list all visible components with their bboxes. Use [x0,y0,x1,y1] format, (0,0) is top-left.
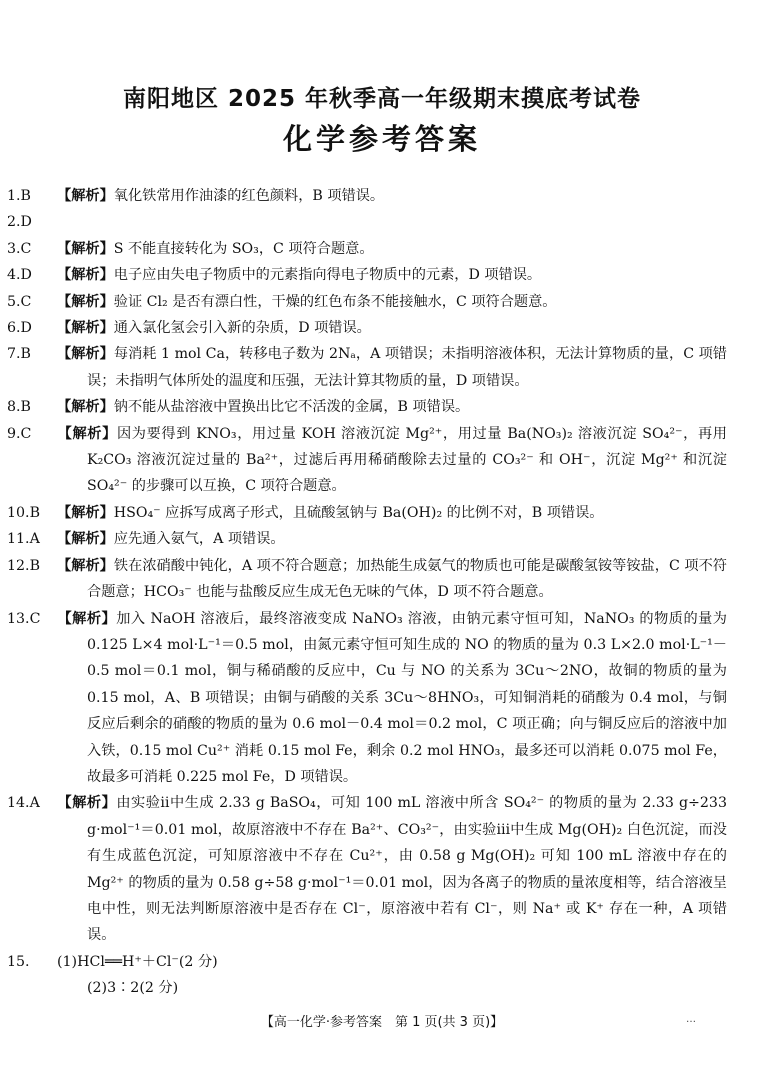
answer-text: 因为要得到 KNO₃，用过量 KOH 溶液沉淀 Mg²⁺，用过量 Ba(NO₃)₂ 溶液沉淀 SO₄²⁻，再用 K₂CO₃ 溶液沉淀过量的 Ba²⁺，过滤后再用稀硝酸除去过量的 CO₃²⁻ 和 OH⁻，沉淀 Mg²⁺ 和沉淀 SO₄²⁻ 的步骤可以互换，C 项符合题意。 [87,425,727,495]
answer-text: 加入 NaOH 溶液后，最终溶液变成 NaNO₃ 溶液，由钠元素守恒可知，NaNO₃ 的物质的量为 0.125 L×4 mol·L⁻¹＝0.5 mol，由氮元素守恒可知生成的 NO 的物质的量为 0.3 L×2.0 mol·L⁻¹－0.5 mol＝0.1 mol，铜与稀硝酸的反应中，Cu 与 NO 的关系为 3Cu～2NO，故铜的物质的量为 0.15 mol，A、B 项错误；由铜与硝酸的关系 3Cu～8HNO₃，可知铜消耗的硝酸为 0.4 mol，与铜反应后剩余的硝酸的物质的量为 0.6 mol－0.4 mol＝0.2 mol，C 项正确；向与铜反应后的溶液中加入铁，0.15 mol Cu²⁺ 消耗 0.15 mol Fe，剩余 0.2 mol HNO₃，最多还可以消耗 0.075 mol Fe，故最多可消耗 0.225 mol Fe，D 项错误。 [87,610,727,785]
answer-item: 14.A 【解析】由实验ⅱ中生成 2.33 g BaSO₄，可知 100 mL 溶液中所含 SO₄²⁻ 的物质的量为 2.33 g÷233 g·mol⁻¹＝0.01 mol，故原溶液中不存在 Ba²⁺、CO₃²⁻，由实验ⅲ中生成 Mg(OH)₂ 白色沉淀，而没有生成蓝色沉淀，可知原溶液中不存在 Cu²⁺，由 0.58 g Mg(OH)₂ 可知 100 mL 溶液中存在的 Mg²⁺ 的物质的量为 0.58 g÷58 g·mol⁻¹＝0.01 mol，因为各离子的物质的量浓度相等，结合溶液呈电中性，则无法判断原溶液中是否存在 Cl⁻，原溶液中若有 Cl⁻，则 Na⁺ 或 K⁺ 存在一种，A 项错误。 [7,795,727,944]
analysis-tag: 【解析】 [57,504,114,521]
answer-text: 验证 Cl₂ 是否有漂白性，干燥的红色布条不能接触水，C 项符合题意。 [113,293,557,310]
answer-item: 2.D [7,214,32,231]
analysis-tag: 【解析】 [57,531,114,548]
analysis-tag: 【解析】 [57,293,114,310]
answer-item: 4.D 【解析】电子应由失电子物质中的元素指向得电子物质中的元素，D 项错误。 [7,267,542,284]
answer-item: 13.C 【解析】加入 NaOH 溶液后，最终溶液变成 NaNO₃ 溶液，由钠元素守恒可知，NaNO₃ 的物质的量为 0.125 L×4 mol·L⁻¹＝0.5 mol，由氮元素守恒可知生成的 NO 的物质的量为 0.3 L×2.0 mol·L⁻¹－0.5 mol＝0.1 mol，铜与稀硝酸的反应中，Cu 与 NO 的关系为 3Cu～2NO，故铜的物质的量为 0.15 mol，A、B 项错误；由铜与硝酸的关系 3Cu～8HNO₃，可知铜消耗的硝酸为 0.4 mol，与铜反应后剩余的硝酸的物质的量为 0.6 mol－0.4 mol＝0.2 mol，C 项正确；向与铜反应后的溶液中加入铁，0.15 mol Cu²⁺ 消耗 0.15 mol Fe，剩余 0.2 mol HNO₃，最多还可以消耗 0.075 mol Fe，故最多可消耗 0.225 mol Fe，D 项错误。 [7,610,727,785]
analysis-tag: 【解析】 [57,557,114,574]
answer-text: 铁在浓硝酸中钝化，A 项不符合题意；加热能生成氨气的物质也可能是碳酸氢铵等铵盐，C 项不符合题意；HCO₃⁻ 也能与盐酸反应生成无色无味的气体，D 项不符合题意。 [87,557,727,601]
answer-text: 由实验ⅱ中生成 2.33 g BaSO₄，可知 100 mL 溶液中所含 SO₄²⁻ 的物质的量为 2.33 g÷233 g·mol⁻¹＝0.01 mol，故原溶液中不存在 Ba²⁺、CO₃²⁻，由实验ⅲ中生成 Mg(OH)₂ 白色沉淀，而没有生成蓝色沉淀，可知原溶液中不存在 Cu²⁺，由 0.58 g Mg(OH)₂ 可知 100 mL 溶液中存在的 Mg²⁺ 的物质的量为 0.58 g÷58 g·mol⁻¹＝0.01 mol，因为各离子的物质的量浓度相等，结合溶液呈电中性，则无法判断原溶液中是否存在 Cl⁻，原溶液中若有 Cl⁻，则 Na⁺ 或 K⁺ 存在一种，A 项错误。 [87,795,727,944]
answer-text: 电子应由失电子物质中的元素指向得电子物质中的元素，D 项错误。 [113,267,542,284]
answer-text: 通入氯化氢会引入新的杂质，D 项错误。 [113,320,371,337]
page-mark: … [686,1014,696,1025]
page-title: 南阳地区 2025 年秋季高一年级期末摸底考试卷 [122,86,642,112]
answer-item: 7.B 【解析】每消耗 1 mol Ca，转移电子数为 2Nₐ，A 项错误；未指明溶液体积，无法计算物质的量，C 项错误；未指明气体所处的温度和压强，无法计算其物质的量，D 项错误。 [7,346,727,389]
answer-list [7,183,727,1002]
analysis-tag: 【解析】 [57,188,114,204]
answer-text: (1)HCl══H⁺＋Cl⁻(2 分) [57,953,218,970]
answer-text: 钠不能从盐溶液中置换出比它不活泼的金属，B 项错误。 [113,399,470,416]
answer-text: (2)3∶2(2 分) [87,980,179,997]
answer-item: 3.C 【解析】S 不能直接转化为 SO₃，C 项符合题意。 [7,240,374,257]
analysis-tag: 【解析】 [57,240,114,257]
answer-item: 5.C 【解析】验证 Cl₂ 是否有漂白性，干燥的红色布条不能接触水，C 项符合题意。 [7,293,557,310]
analysis-tag: 【解析】 [57,267,114,284]
answer-item: 11.A 【解析】应先通入氨气，A 项错误。 [7,531,285,548]
analysis-tag: 【解析】 [57,346,114,363]
analysis-tag: 【解析】 [57,610,117,627]
answer-item: 10.B 【解析】HSO₄⁻ 应拆写成离子形式，且硫酸氢钠与 Ba(OH)₂ 的比例不对，B 项错误。 [7,504,604,521]
answer-item: 12.B 【解析】铁在浓硝酸中钝化，A 项不符合题意；加热能生成氨气的物质也可能是碳酸氢铵等铵盐，C 项不符合题意；HCO₃⁻ 也能与盐酸反应生成无色无味的气体，D 项不符合题意。 [7,557,727,601]
answer-item: 9.C 【解析】因为要得到 KNO₃，用过量 KOH 溶液沉淀 Mg²⁺，用过量 Ba(NO₃)₂ 溶液沉淀 SO₄²⁻，再用 K₂CO₃ 溶液沉淀过量的 Ba²⁺，过滤后再用稀硝酸除去过量的 CO₃²⁻ 和 OH⁻，沉淀 Mg²⁺ 和沉淀 SO₄²⁻ 的步骤可以互换，C 项符合题意。 [7,425,727,495]
answer-text: 每消耗 1 mol Ca，转移电子数为 2Nₐ，A 项错误；未指明溶液体积，无法计算物质的量，C 项错误；未指明气体所处的温度和压强，无法计算其物质的量，D 项错误。 [87,346,727,389]
page-footer: 【高一化学·参考答案 第 1 页(共 3 页)】 [260,1015,504,1030]
answer-sub-item [47,975,727,1001]
answer-item: 6.D 【解析】通入氯化氢会引入新的杂质，D 项错误。 [7,320,371,337]
answer-text: HSO₄⁻ 应拆写成离子形式，且硫酸氢钠与 Ba(OH)₂ 的比例不对，B 项错误。 [113,504,604,521]
page-subtitle: 化学参考答案 [282,122,481,156]
answer-item: 15. (1)HCl══H⁺＋Cl⁻(2 分) [7,953,218,970]
analysis-tag: 【解析】 [57,399,114,416]
answer-text: 应先通入氨气，A 项错误。 [113,531,285,548]
answer-text: 氧化铁常用作油漆的红色颜料，B 项错误。 [113,188,385,204]
analysis-tag: 【解析】 [57,425,117,442]
answer-text: S 不能直接转化为 SO₃，C 项符合题意。 [113,240,374,257]
answer-item: 1.B 【解析】氧化铁常用作油漆的红色颜料，B 项错误。 [7,188,385,204]
analysis-tag: 【解析】 [57,795,117,812]
answer-item: 8.B 【解析】钠不能从盐溶液中置换出比它不活泼的金属，B 项错误。 [7,399,470,416]
analysis-tag: 【解析】 [57,320,114,337]
